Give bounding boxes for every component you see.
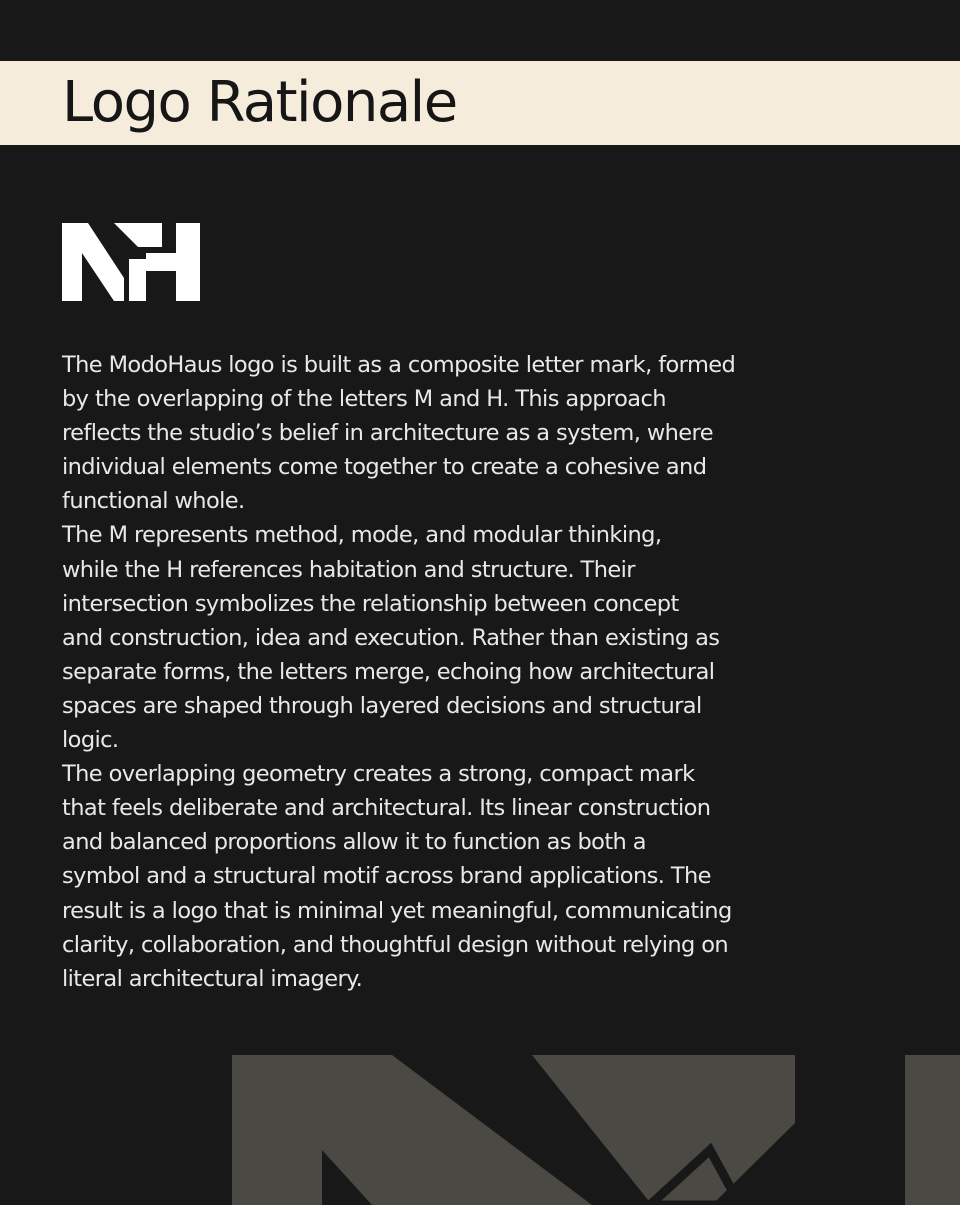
title-band [0, 61, 960, 145]
paragraph-line: clarity, collaboration, and thoughtful design without relying on [62, 931, 729, 958]
paragraph-line: and construction, idea and execution. Rather than existing as [62, 624, 720, 651]
paragraph-line: reflects the studio’s belief in architecture as a system, where [62, 420, 713, 447]
paragraph-line: individual elements come together to create a cohesive and [62, 454, 707, 481]
paragraph-line: by the overlapping of the letters M and H. This approach [62, 386, 666, 413]
paragraph-line: literal architectural imagery. [62, 965, 363, 992]
paragraph-line: symbol and a structural motif across brand applications. The [62, 863, 711, 890]
paragraph-line: and balanced proportions allow it to function as both a [62, 829, 646, 856]
paragraph-line: that feels deliberate and architectural. Its linear construction [62, 795, 711, 822]
paragraph-line: functional whole. [62, 488, 245, 515]
page-title: Logo Rationale [62, 70, 457, 135]
paragraph-line: The M represents method, mode, and modular thinking, [62, 522, 662, 549]
paragraph-line: spaces are shaped through layered decisions and structural [62, 692, 702, 719]
paragraph-line: logic. [62, 727, 119, 754]
paragraph-line: while the H references habitation and structure. Their [62, 556, 635, 583]
paragraph-line: The overlapping geometry creates a strong, compact mark [62, 761, 695, 788]
rationale-text [62, 348, 862, 996]
mh-monogram-watermark-icon [232, 1055, 960, 1205]
paragraph-line: The ModoHaus logo is built as a composite letter mark, formed [62, 352, 736, 378]
mh-monogram-icon [62, 223, 200, 301]
paragraph-line: result is a logo that is minimal yet meaningful, communicating [62, 897, 732, 924]
paragraph-line: separate forms, the letters merge, echoing how architectural [62, 658, 715, 685]
paragraph-line: intersection symbolizes the relationship between concept [62, 590, 679, 617]
